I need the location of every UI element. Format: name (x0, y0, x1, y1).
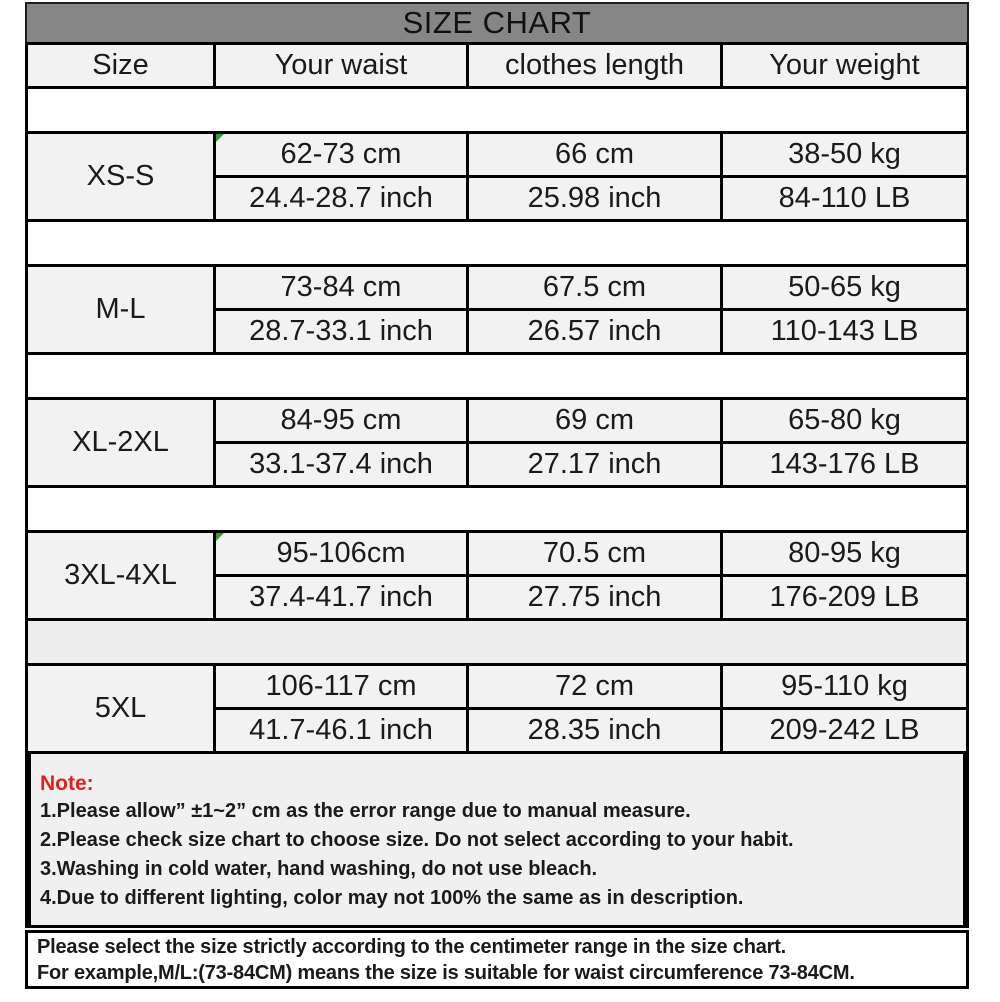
length-inch-cell: 28.35 inch (469, 710, 723, 751)
note-item-1: 1.Please allow” ±1~2” cm as the error range due to manual measure. (40, 800, 691, 822)
length-inch-cell: 27.75 inch (469, 577, 723, 618)
waist-inch-cell: 33.1-37.4 inch (216, 444, 469, 485)
size-group-3xl-4xl (28, 533, 966, 621)
chart-title: SIZE CHART (402, 5, 592, 40)
waist-cm-cell: 62-73 cm (216, 134, 469, 175)
size-group-m-l (28, 267, 966, 355)
footer-line-1: Please select the size strictly according to the centimeter range in the size chart. (37, 936, 787, 958)
spacer-row (28, 488, 966, 533)
weight-lb-cell: 209-242 LB (723, 710, 966, 751)
size-label: 5XL (28, 666, 216, 751)
chart-title-bar (25, 2, 969, 45)
size-group-5xl (28, 666, 966, 754)
table-header-row (28, 45, 966, 89)
footer-line-2: For example,M/L:(73-84CM) means the size is suitable for waist circumference 73-84CM. (37, 962, 855, 984)
spacer-row (28, 89, 966, 134)
length-cm-cell: 67.5 cm (469, 267, 723, 308)
header-length: clothes length (469, 45, 723, 86)
weight-kg-cell: 80-95 kg (723, 533, 966, 574)
note-heading: Note: (40, 772, 94, 795)
spacer-row (28, 222, 966, 267)
header-weight: Your weight (723, 45, 966, 86)
waist-cm-cell: 84-95 cm (216, 400, 469, 441)
note-item-2: 2.Please check size chart to choose size. Do not select according to your habit. (40, 829, 794, 851)
size-chart-sheet (25, 2, 969, 989)
size-label: 3XL-4XL (28, 533, 216, 618)
size-group-xs-s (28, 134, 966, 222)
length-cm-cell: 69 cm (469, 400, 723, 441)
length-inch-cell: 25.98 inch (469, 178, 723, 219)
waist-cm-cell: 73-84 cm (216, 267, 469, 308)
waist-inch-cell: 41.7-46.1 inch (216, 710, 469, 751)
size-group-xl-2xl (28, 400, 966, 488)
size-table (25, 45, 969, 928)
note-section (28, 754, 966, 928)
length-inch-cell: 26.57 inch (469, 311, 723, 352)
length-cm-cell: 70.5 cm (469, 533, 723, 574)
weight-kg-cell: 50-65 kg (723, 267, 966, 308)
weight-lb-cell: 143-176 LB (723, 444, 966, 485)
size-label: XL-2XL (28, 400, 216, 485)
weight-kg-cell: 38-50 kg (723, 134, 966, 175)
waist-inch-cell: 37.4-41.7 inch (216, 577, 469, 618)
waist-cm-cell: 106-117 cm (216, 666, 469, 707)
weight-kg-cell: 65-80 kg (723, 400, 966, 441)
note-item-3: 3.Washing in cold water, hand washing, do not use bleach. (40, 858, 598, 880)
header-waist: Your waist (216, 45, 469, 86)
waist-inch-cell: 24.4-28.7 inch (216, 178, 469, 219)
weight-lb-cell: 176-209 LB (723, 577, 966, 618)
spacer-row (28, 355, 966, 400)
weight-kg-cell: 95-110 kg (723, 666, 966, 707)
size-label: XS-S (28, 134, 216, 219)
length-inch-cell: 27.17 inch (469, 444, 723, 485)
note-item-4: 4.Due to different lighting, color may not 100% the same as in description. (40, 887, 744, 909)
size-label: M-L (28, 267, 216, 352)
header-size: Size (28, 45, 216, 86)
footer-section (25, 930, 969, 989)
weight-lb-cell: 110-143 LB (723, 311, 966, 352)
waist-cm-cell: 95-106cm (216, 533, 469, 574)
spacer-row (28, 621, 966, 666)
weight-lb-cell: 84-110 LB (723, 178, 966, 219)
waist-inch-cell: 28.7-33.1 inch (216, 311, 469, 352)
length-cm-cell: 72 cm (469, 666, 723, 707)
length-cm-cell: 66 cm (469, 134, 723, 175)
